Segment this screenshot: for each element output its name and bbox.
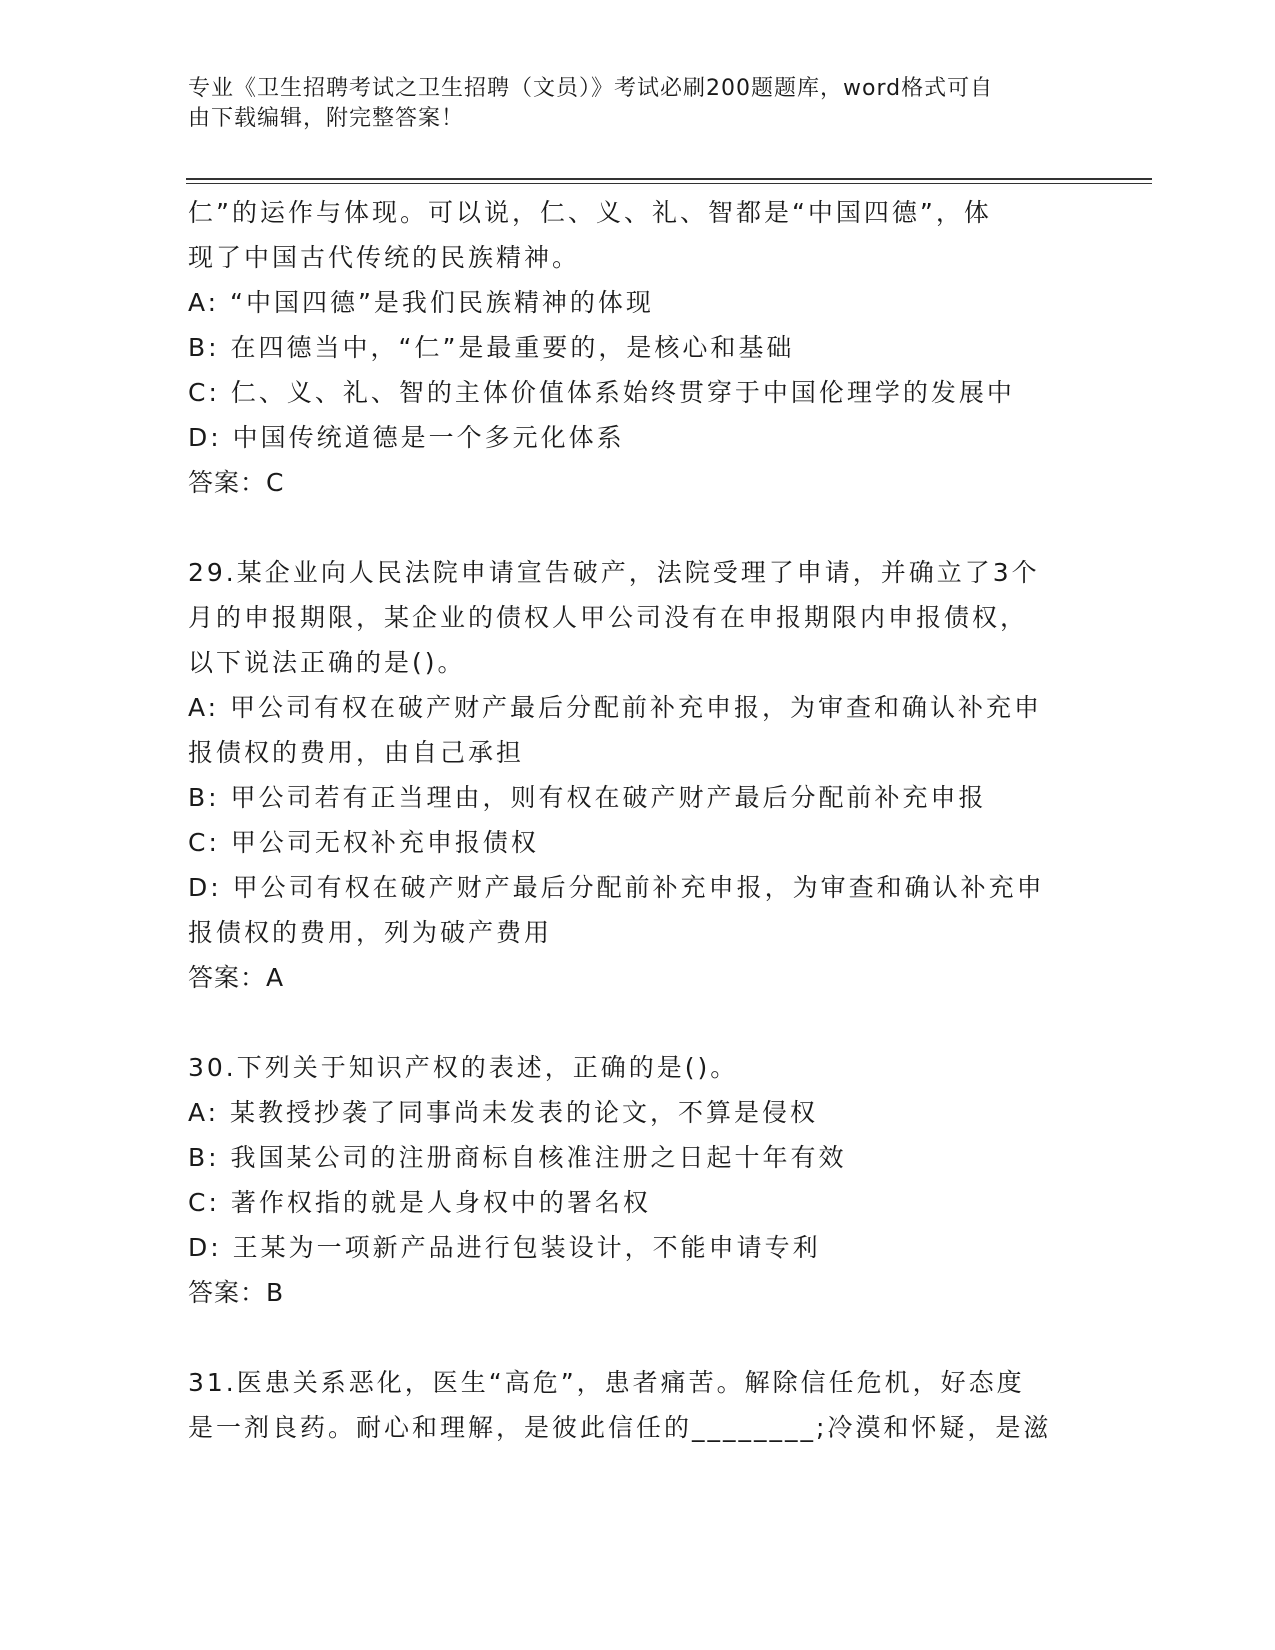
question-text-line: 现了中国古代传统的民族精神。 — [188, 243, 581, 272]
option-d: D: 甲公司有权在破产财产最后分配前补充申报，为审查和确认补充申 — [188, 873, 1045, 902]
option-d-continued: 报债权的费用，列为破产费用 — [188, 918, 553, 947]
option-c: C: 著作权指的就是人身权中的署名权 — [188, 1188, 651, 1217]
question-text-line: 月的申报期限，某企业的债权人甲公司没有在申报期限内申报债权， — [188, 603, 1029, 632]
option-b: B: 我国某公司的注册商标自核准注册之日起十年有效 — [188, 1143, 847, 1172]
option-c: C: 仁、义、礼、智的主体价值体系始终贯穿于中国伦理学的发展中 — [188, 378, 1015, 407]
question-29 — [188, 550, 1088, 1000]
question-30 — [188, 1045, 1088, 1315]
option-d: D: 中国传统道德是一个多元化体系 — [188, 423, 625, 452]
answer-line: 答案：B — [188, 1278, 285, 1307]
header-divider-thin — [186, 183, 1152, 184]
option-a: A: 甲公司有权在破产财产最后分配前补充申报，为审查和确认补充申 — [188, 693, 1043, 722]
spacer — [188, 1000, 1088, 1045]
option-b: B: 甲公司若有正当理由，则有权在破产财产最后分配前补充申报 — [188, 783, 987, 812]
option-a: A: 某教授抄袭了同事尚未发表的论文，不算是侵权 — [188, 1098, 819, 1127]
option-b: B: 在四德当中，“仁”是最重要的，是核心和基础 — [188, 333, 795, 362]
header-divider-thick — [186, 178, 1152, 180]
document-body — [188, 190, 1088, 1450]
question-text-line: 以下说法正确的是()。 — [188, 648, 466, 677]
question-text-line: 仁”的运作与体现。可以说，仁、义、礼、智都是“中国四德”，体 — [188, 198, 992, 227]
spacer — [188, 1315, 1088, 1360]
option-d: D: 王某为一项新产品进行包装设计，不能申请专利 — [188, 1233, 821, 1262]
option-c: C: 甲公司无权补充申报债权 — [188, 828, 539, 857]
question-text-line: 31.医患关系恶化，医生“高危”，患者痛苦。解除信任危机，好态度 — [188, 1368, 1025, 1397]
question-text-line: 是一剂良药。耐心和理解，是彼此信任的________;冷漠和怀疑，是滋 — [188, 1413, 1052, 1442]
answer-line: 答案：A — [188, 963, 285, 992]
header-line-1: 专业《卫生招聘考试之卫生招聘（文员）》考试必刷200题题库，word格式可自 — [188, 76, 994, 101]
question-continued — [188, 190, 1088, 505]
question-text-line: 29.某企业向人民法院申请宣告破产，法院受理了申请，并确立了3个 — [188, 558, 1040, 587]
document-header — [188, 74, 1068, 134]
option-a-continued: 报债权的费用，由自己承担 — [188, 738, 525, 767]
option-a: A: “中国四德”是我们民族精神的体现 — [188, 288, 654, 317]
answer-line: 答案：C — [188, 468, 285, 497]
header-line-2: 由下载编辑，附完整答案！ — [188, 106, 465, 131]
spacer — [188, 505, 1088, 550]
question-text-line: 30.下列关于知识产权的表述，正确的是()。 — [188, 1053, 739, 1082]
question-31 — [188, 1360, 1088, 1450]
